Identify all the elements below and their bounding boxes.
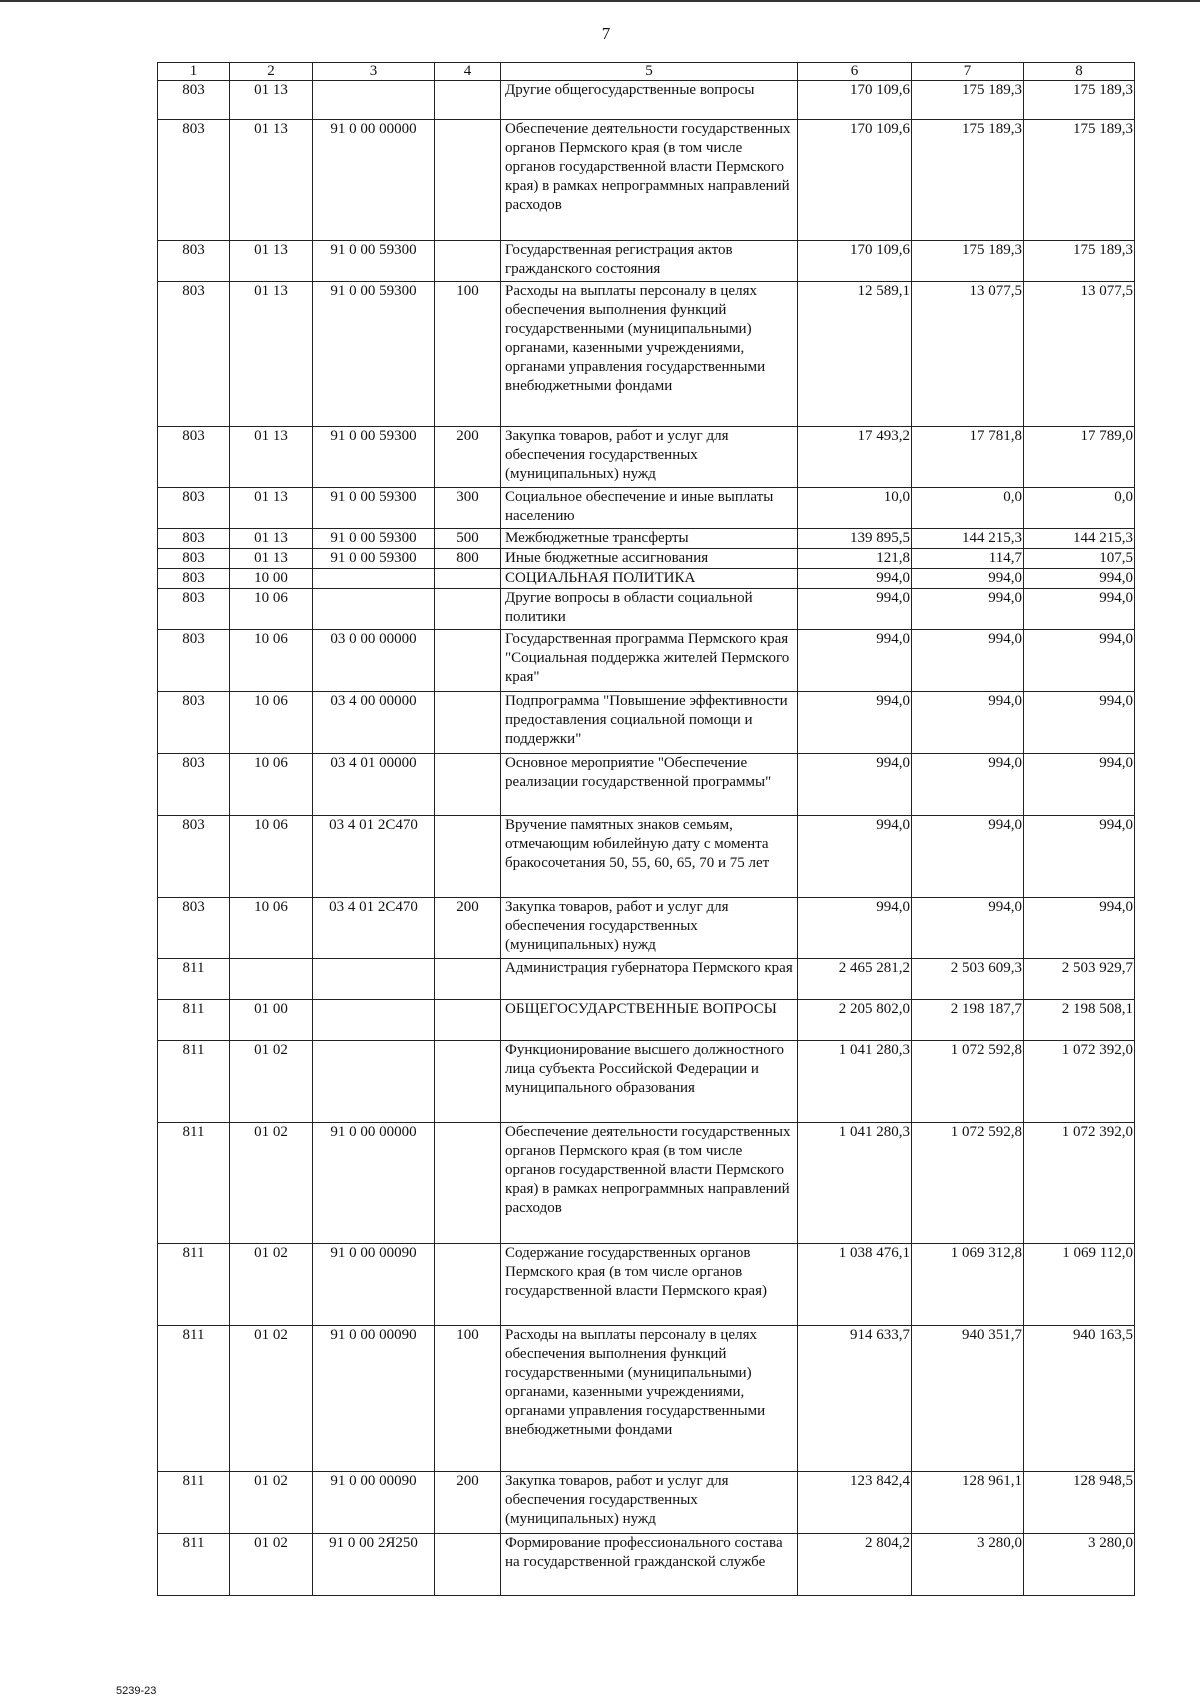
cell-description: ОБЩЕГОСУДАРСТВЕННЫЕ ВОПРОСЫ (501, 1000, 798, 1041)
cell-target-article (313, 81, 435, 120)
cell-section-code: 01 13 (230, 549, 313, 569)
cell-amount-year-3: 0,0 (1024, 488, 1135, 529)
cell-target-article: 91 0 00 00090 (313, 1472, 435, 1534)
cell-description: Содержание государственных органов Пермского края (в том числе органов государственной власти Пермского края) (501, 1244, 798, 1326)
cell-description: Другие вопросы в области социальной политики (501, 589, 798, 630)
cell-target-article: 03 0 00 00000 (313, 630, 435, 692)
table-row (158, 282, 1135, 427)
cell-ministry-code: 803 (158, 241, 230, 282)
cell-amount-year-1: 994,0 (798, 816, 912, 898)
cell-section-code: 10 06 (230, 898, 313, 959)
cell-expense-type: 100 (435, 1326, 501, 1472)
cell-target-article (313, 589, 435, 630)
cell-description: Функционирование высшего должностного лица субъекта Российской Федерации и муниципального образования (501, 1041, 798, 1123)
cell-expense-type: 200 (435, 427, 501, 488)
cell-section-code: 01 13 (230, 241, 313, 282)
cell-description: Государственная программа Пермского края "Социальная поддержка жителей Пермского края" (501, 630, 798, 692)
cell-expense-type (435, 692, 501, 754)
cell-expense-type: 500 (435, 529, 501, 549)
cell-description: Закупка товаров, работ и услуг для обеспечения государственных (муниципальных) нужд (501, 898, 798, 959)
cell-ministry-code: 803 (158, 816, 230, 898)
cell-expense-type: 200 (435, 898, 501, 959)
cell-section-code: 01 13 (230, 120, 313, 241)
cell-amount-year-1: 12 589,1 (798, 282, 912, 427)
cell-amount-year-1: 1 038 476,1 (798, 1244, 912, 1326)
table-row (158, 1472, 1135, 1534)
cell-section-code: 01 13 (230, 81, 313, 120)
table-row (158, 529, 1135, 549)
cell-target-article: 91 0 00 59300 (313, 241, 435, 282)
cell-target-article: 91 0 00 00090 (313, 1326, 435, 1472)
cell-amount-year-3: 1 069 112,0 (1024, 1244, 1135, 1326)
cell-target-article (313, 1000, 435, 1041)
cell-section-code: 01 02 (230, 1041, 313, 1123)
cell-amount-year-2: 2 198 187,7 (912, 1000, 1024, 1041)
cell-description: Основное мероприятие "Обеспечение реализации государственной программы" (501, 754, 798, 816)
column-header: 8 (1024, 63, 1135, 81)
cell-amount-year-2: 175 189,3 (912, 241, 1024, 282)
cell-expense-type (435, 1244, 501, 1326)
cell-amount-year-1: 1 041 280,3 (798, 1123, 912, 1244)
cell-ministry-code: 803 (158, 754, 230, 816)
cell-description: Закупка товаров, работ и услуг для обеспечения государственных (муниципальных) нужд (501, 427, 798, 488)
cell-description: Государственная регистрация актов гражданского состояния (501, 241, 798, 282)
column-header: 6 (798, 63, 912, 81)
cell-section-code: 01 13 (230, 427, 313, 488)
column-header: 5 (501, 63, 798, 81)
table-row (158, 241, 1135, 282)
cell-target-article: 03 4 00 00000 (313, 692, 435, 754)
cell-amount-year-3: 1 072 392,0 (1024, 1123, 1135, 1244)
cell-target-article: 03 4 01 2C470 (313, 898, 435, 959)
cell-amount-year-1: 2 465 281,2 (798, 959, 912, 1000)
cell-description: Подпрограмма "Повышение эффективности предоставления социальной помощи и поддержки" (501, 692, 798, 754)
cell-ministry-code: 803 (158, 630, 230, 692)
cell-ministry-code: 811 (158, 1472, 230, 1534)
cell-target-article: 91 0 00 2Я250 (313, 1534, 435, 1596)
cell-expense-type: 100 (435, 282, 501, 427)
cell-target-article: 91 0 00 59300 (313, 282, 435, 427)
cell-target-article: 91 0 00 00000 (313, 1123, 435, 1244)
cell-expense-type (435, 589, 501, 630)
cell-section-code: 01 02 (230, 1534, 313, 1596)
cell-amount-year-2: 175 189,3 (912, 81, 1024, 120)
cell-amount-year-3: 175 189,3 (1024, 241, 1135, 282)
cell-amount-year-2: 994,0 (912, 816, 1024, 898)
cell-section-code: 01 13 (230, 488, 313, 529)
cell-expense-type (435, 569, 501, 589)
cell-ministry-code: 803 (158, 81, 230, 120)
cell-expense-type (435, 81, 501, 120)
cell-section-code: 01 02 (230, 1244, 313, 1326)
cell-amount-year-1: 121,8 (798, 549, 912, 569)
cell-expense-type (435, 754, 501, 816)
cell-target-article: 91 0 00 59300 (313, 529, 435, 549)
cell-ministry-code: 803 (158, 589, 230, 630)
cell-amount-year-3: 128 948,5 (1024, 1472, 1135, 1534)
cell-ministry-code: 811 (158, 1041, 230, 1123)
cell-amount-year-3: 2 198 508,1 (1024, 1000, 1135, 1041)
cell-amount-year-2: 114,7 (912, 549, 1024, 569)
cell-amount-year-2: 128 961,1 (912, 1472, 1024, 1534)
cell-target-article: 03 4 01 00000 (313, 754, 435, 816)
cell-section-code: 01 00 (230, 1000, 313, 1041)
table-row (158, 1244, 1135, 1326)
cell-amount-year-3: 1 072 392,0 (1024, 1041, 1135, 1123)
column-header: 7 (912, 63, 1024, 81)
cell-target-article: 91 0 00 59300 (313, 488, 435, 529)
table-body (158, 81, 1135, 1596)
cell-section-code (230, 959, 313, 1000)
cell-amount-year-2: 1 069 312,8 (912, 1244, 1024, 1326)
cell-amount-year-2: 17 781,8 (912, 427, 1024, 488)
cell-amount-year-1: 1 041 280,3 (798, 1041, 912, 1123)
cell-amount-year-2: 994,0 (912, 589, 1024, 630)
cell-description: Обеспечение деятельности государственных органов Пермского края (в том числе органов государственной власти Пермского края) в рамках непрограммных направлений расходов (501, 1123, 798, 1244)
table-row (158, 692, 1135, 754)
cell-description: Межбюджетные трансферты (501, 529, 798, 549)
cell-description: Вручение памятных знаков семьям, отмечающим юбилейную дату с момента бракосочетания 50, 55, 60, 65, 70 и 75 лет (501, 816, 798, 898)
cell-expense-type: 800 (435, 549, 501, 569)
cell-ministry-code: 803 (158, 549, 230, 569)
cell-target-article (313, 1041, 435, 1123)
cell-section-code: 10 06 (230, 816, 313, 898)
cell-amount-year-3: 994,0 (1024, 630, 1135, 692)
budget-table-container (157, 62, 1134, 1596)
cell-amount-year-2: 994,0 (912, 630, 1024, 692)
cell-amount-year-1: 139 895,5 (798, 529, 912, 549)
cell-amount-year-1: 123 842,4 (798, 1472, 912, 1534)
cell-ministry-code: 803 (158, 488, 230, 529)
table-row (158, 959, 1135, 1000)
cell-ministry-code: 811 (158, 1326, 230, 1472)
cell-description: Расходы на выплаты персоналу в целях обеспечения выполнения функций государственными (муниципальными) органами, казенными учреждениями, органами управления государственными внебюджетными фондами (501, 1326, 798, 1472)
cell-section-code: 10 06 (230, 630, 313, 692)
cell-description: Формирование профессионального состава на государственной гражданской службе (501, 1534, 798, 1596)
cell-expense-type (435, 630, 501, 692)
cell-ministry-code: 803 (158, 427, 230, 488)
table-row (158, 1326, 1135, 1472)
header-row (158, 63, 1135, 81)
cell-amount-year-1: 10,0 (798, 488, 912, 529)
cell-target-article: 91 0 00 00000 (313, 120, 435, 241)
cell-target-article: 91 0 00 00090 (313, 1244, 435, 1326)
cell-amount-year-2: 3 280,0 (912, 1534, 1024, 1596)
cell-amount-year-3: 994,0 (1024, 754, 1135, 816)
cell-target-article (313, 569, 435, 589)
cell-description: Закупка товаров, работ и услуг для обеспечения государственных (муниципальных) нужд (501, 1472, 798, 1534)
cell-ministry-code: 811 (158, 1534, 230, 1596)
cell-amount-year-2: 2 503 609,3 (912, 959, 1024, 1000)
cell-description: Другие общегосударственные вопросы (501, 81, 798, 120)
cell-ministry-code: 803 (158, 692, 230, 754)
budget-table (157, 62, 1135, 1596)
cell-ministry-code: 811 (158, 1000, 230, 1041)
cell-amount-year-2: 994,0 (912, 898, 1024, 959)
cell-amount-year-1: 170 109,6 (798, 81, 912, 120)
cell-amount-year-2: 940 351,7 (912, 1326, 1024, 1472)
column-header: 2 (230, 63, 313, 81)
cell-amount-year-2: 994,0 (912, 754, 1024, 816)
cell-amount-year-1: 994,0 (798, 754, 912, 816)
table-row (158, 120, 1135, 241)
cell-amount-year-3: 994,0 (1024, 898, 1135, 959)
cell-section-code: 10 06 (230, 589, 313, 630)
cell-ministry-code: 803 (158, 898, 230, 959)
cell-amount-year-3: 994,0 (1024, 692, 1135, 754)
cell-expense-type (435, 1041, 501, 1123)
cell-expense-type: 300 (435, 488, 501, 529)
cell-expense-type: 200 (435, 1472, 501, 1534)
cell-amount-year-3: 2 503 929,7 (1024, 959, 1135, 1000)
cell-ministry-code: 803 (158, 282, 230, 427)
cell-amount-year-3: 175 189,3 (1024, 120, 1135, 241)
cell-target-article: 03 4 01 2C470 (313, 816, 435, 898)
cell-amount-year-1: 914 633,7 (798, 1326, 912, 1472)
cell-target-article: 91 0 00 59300 (313, 427, 435, 488)
cell-amount-year-1: 170 109,6 (798, 241, 912, 282)
cell-amount-year-3: 107,5 (1024, 549, 1135, 569)
page-number: 7 (601, 24, 611, 43)
cell-amount-year-2: 13 077,5 (912, 282, 1024, 427)
cell-description: Расходы на выплаты персоналу в целях обеспечения выполнения функций государственными (муниципальными) органами, казенными учреждениями, органами управления государственными внебюджетными фондами (501, 282, 798, 427)
cell-expense-type (435, 1000, 501, 1041)
cell-amount-year-1: 2 804,2 (798, 1534, 912, 1596)
cell-amount-year-3: 994,0 (1024, 569, 1135, 589)
cell-amount-year-1: 170 109,6 (798, 120, 912, 241)
cell-amount-year-3: 3 280,0 (1024, 1534, 1135, 1596)
table-row (158, 630, 1135, 692)
cell-ministry-code: 803 (158, 529, 230, 549)
column-header: 3 (313, 63, 435, 81)
table-row (158, 569, 1135, 589)
cell-amount-year-2: 1 072 592,8 (912, 1123, 1024, 1244)
cell-amount-year-1: 994,0 (798, 589, 912, 630)
cell-amount-year-3: 994,0 (1024, 816, 1135, 898)
cell-amount-year-1: 994,0 (798, 569, 912, 589)
cell-expense-type (435, 816, 501, 898)
cell-target-article: 91 0 00 59300 (313, 549, 435, 569)
table-row (158, 1000, 1135, 1041)
cell-amount-year-2: 144 215,3 (912, 529, 1024, 549)
cell-target-article (313, 959, 435, 1000)
cell-description: Обеспечение деятельности государственных органов Пермского края (в том числе органов государственной власти Пермского края) в рамках непрограммных направлений расходов (501, 120, 798, 241)
cell-amount-year-3: 175 189,3 (1024, 81, 1135, 120)
cell-section-code: 01 02 (230, 1123, 313, 1244)
table-row (158, 549, 1135, 569)
cell-amount-year-3: 144 215,3 (1024, 529, 1135, 549)
cell-amount-year-2: 1 072 592,8 (912, 1041, 1024, 1123)
table-row (158, 1041, 1135, 1123)
table-row (158, 1534, 1135, 1596)
cell-amount-year-3: 940 163,5 (1024, 1326, 1135, 1472)
table-row (158, 1123, 1135, 1244)
table-row (158, 754, 1135, 816)
scan-top-edge (0, 0, 1200, 2)
cell-description: Социальное обеспечение и иные выплаты населению (501, 488, 798, 529)
cell-amount-year-3: 994,0 (1024, 589, 1135, 630)
cell-section-code: 01 13 (230, 529, 313, 549)
cell-section-code: 10 06 (230, 754, 313, 816)
cell-amount-year-3: 17 789,0 (1024, 427, 1135, 488)
cell-ministry-code: 803 (158, 569, 230, 589)
cell-section-code: 10 06 (230, 692, 313, 754)
cell-amount-year-2: 0,0 (912, 488, 1024, 529)
cell-section-code: 10 00 (230, 569, 313, 589)
cell-description: Иные бюджетные ассигнования (501, 549, 798, 569)
cell-amount-year-2: 175 189,3 (912, 120, 1024, 241)
column-header: 1 (158, 63, 230, 81)
cell-description: СОЦИАЛЬНАЯ ПОЛИТИКА (501, 569, 798, 589)
cell-expense-type (435, 241, 501, 282)
cell-expense-type (435, 959, 501, 1000)
table-row (158, 589, 1135, 630)
cell-section-code: 01 02 (230, 1472, 313, 1534)
cell-amount-year-2: 994,0 (912, 569, 1024, 589)
table-row (158, 81, 1135, 120)
cell-description: Администрация губернатора Пермского края (501, 959, 798, 1000)
table-row (158, 816, 1135, 898)
cell-amount-year-1: 17 493,2 (798, 427, 912, 488)
document-code: 5239-23 (116, 1685, 157, 1697)
cell-amount-year-1: 994,0 (798, 898, 912, 959)
cell-amount-year-2: 994,0 (912, 692, 1024, 754)
cell-expense-type (435, 1534, 501, 1596)
cell-amount-year-1: 2 205 802,0 (798, 1000, 912, 1041)
table-row (158, 427, 1135, 488)
cell-ministry-code: 811 (158, 1244, 230, 1326)
cell-ministry-code: 811 (158, 1123, 230, 1244)
table-row (158, 898, 1135, 959)
cell-ministry-code: 811 (158, 959, 230, 1000)
table-row (158, 488, 1135, 529)
cell-section-code: 01 13 (230, 282, 313, 427)
cell-expense-type (435, 120, 501, 241)
cell-amount-year-1: 994,0 (798, 630, 912, 692)
cell-section-code: 01 02 (230, 1326, 313, 1472)
column-header: 4 (435, 63, 501, 81)
cell-ministry-code: 803 (158, 120, 230, 241)
cell-expense-type (435, 1123, 501, 1244)
cell-amount-year-1: 994,0 (798, 692, 912, 754)
cell-amount-year-3: 13 077,5 (1024, 282, 1135, 427)
